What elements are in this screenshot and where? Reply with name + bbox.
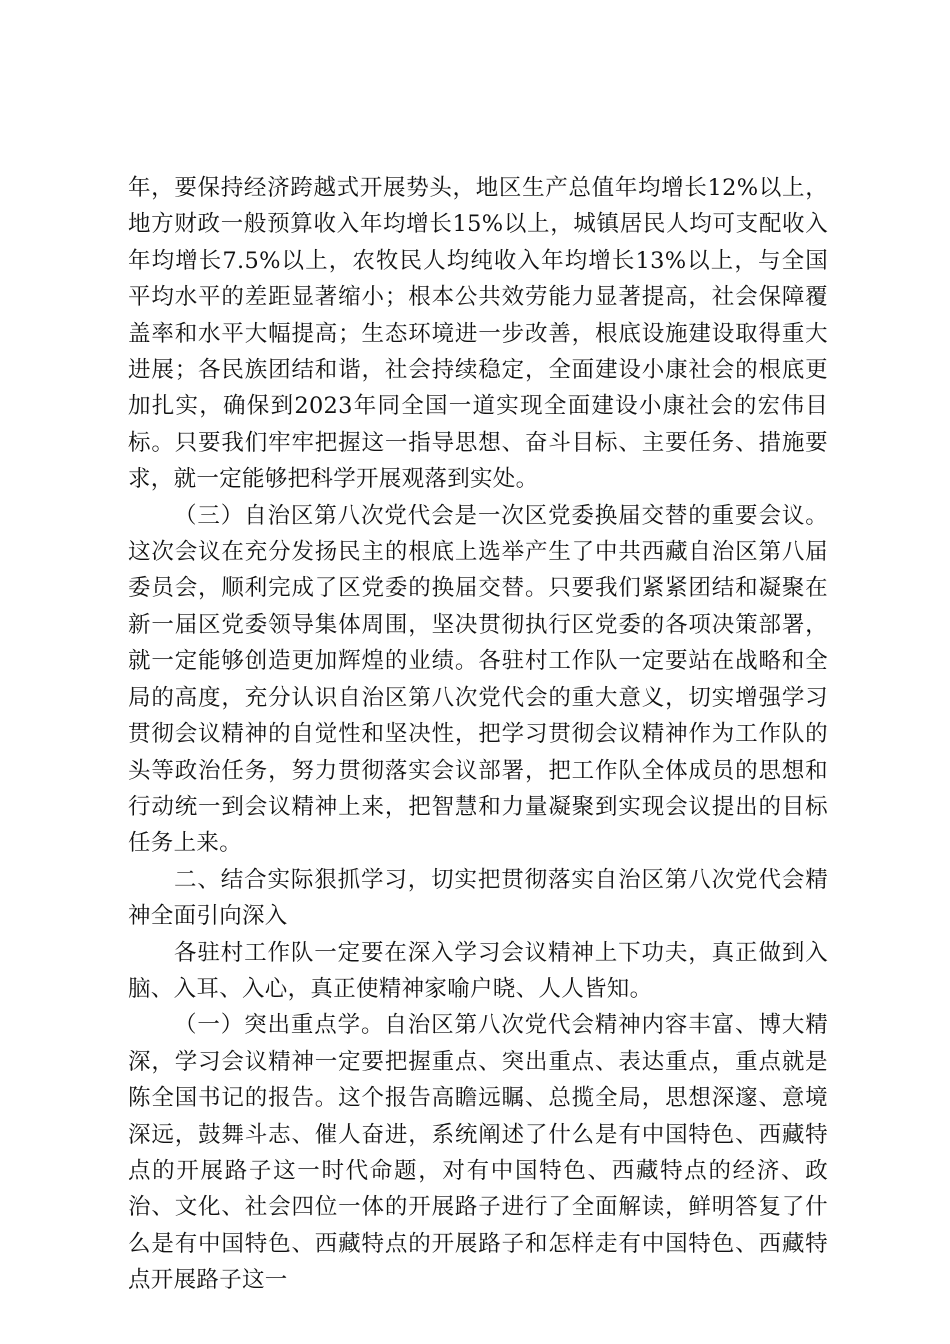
- section-heading-two: 二、结合实际狠抓学习，切实把贯彻落实自治区第八次党代会精神全面引向深入: [128, 866, 828, 930]
- paragraph-section-three: （三）自治区第八次党代会是一次区党委换届交替的重要会议。这次会议在充分发扬民主的根底上选举产生了中共西藏自治区第八届委员会，顺利完成了区党委的换届交替。只要我们紧紧团结和凝聚在新一届区党委领导集体周围，坚决贯彻执行区党委的各项决策部署，就一定能够创造更加辉煌的业绩。各驻村工作队一定要站在战略和全局的高度，充分认识自治区第八次党代会的重大意义，切实增强学习贯彻会议精神的自觉性和坚决性，把学习贯彻会议精神作为工作队的头等政治任务，努力贯彻落实会议部署，把工作队全体成员的思想和行动统一到会议精神上来，把智慧和力量凝聚到实现会议提出的目标任务上来。: [128, 502, 828, 857]
- document-body: [128, 170, 828, 1299]
- paragraph-continuation: 年，要保持经济跨越式开展势头，地区生产总值年均增长12%以上，地方财政一般预算收入年均增长15%以上，城镇居民人均可支配收入年均增长7.5%以上，农牧民人均纯收入年均增长13%以上，与全国平均水平的差距显著缩小；根本公共效劳能力显著提高，社会保障覆盖率和水平大幅提高；生态环境进一步改善，根底设施建设取得重大进展；各民族团结和谐，社会持续稳定，全面建设小康社会的根底更加扎实，确保到2023年同全国一道实现全面建设小康社会的宏伟目标。只要我们牢牢把握这一指导思想、奋斗目标、主要任务、措施要求，就一定能够把科学开展观落到实处。: [128, 175, 828, 493]
- paragraph-study-intro: 各驻村工作队一定要在深入学习会议精神上下功夫，真正做到入脑、入耳、入心，真正使精神家喻户晓、人人皆知。: [128, 939, 828, 1002]
- paragraph-study-focus: （一）突出重点学。自治区第八次党代会精神内容丰富、博大精深，学习会议精神一定要把握重点、突出重点、表达重点，重点就是陈全国书记的报告。这个报告高瞻远瞩、总揽全局，思想深邃、意境深远，鼓舞斗志、催人奋进，系统阐述了什么是有中国特色、西藏特点的开展路子这一时代命题，对有中国特色、西藏特点的经济、政治、文化、社会四位一体的开展路子进行了全面解读，鲜明答复了什么是有中国特色、西藏特点的开展路子和怎样走有中国特色、西藏特点开展路子这一: [128, 1012, 828, 1294]
